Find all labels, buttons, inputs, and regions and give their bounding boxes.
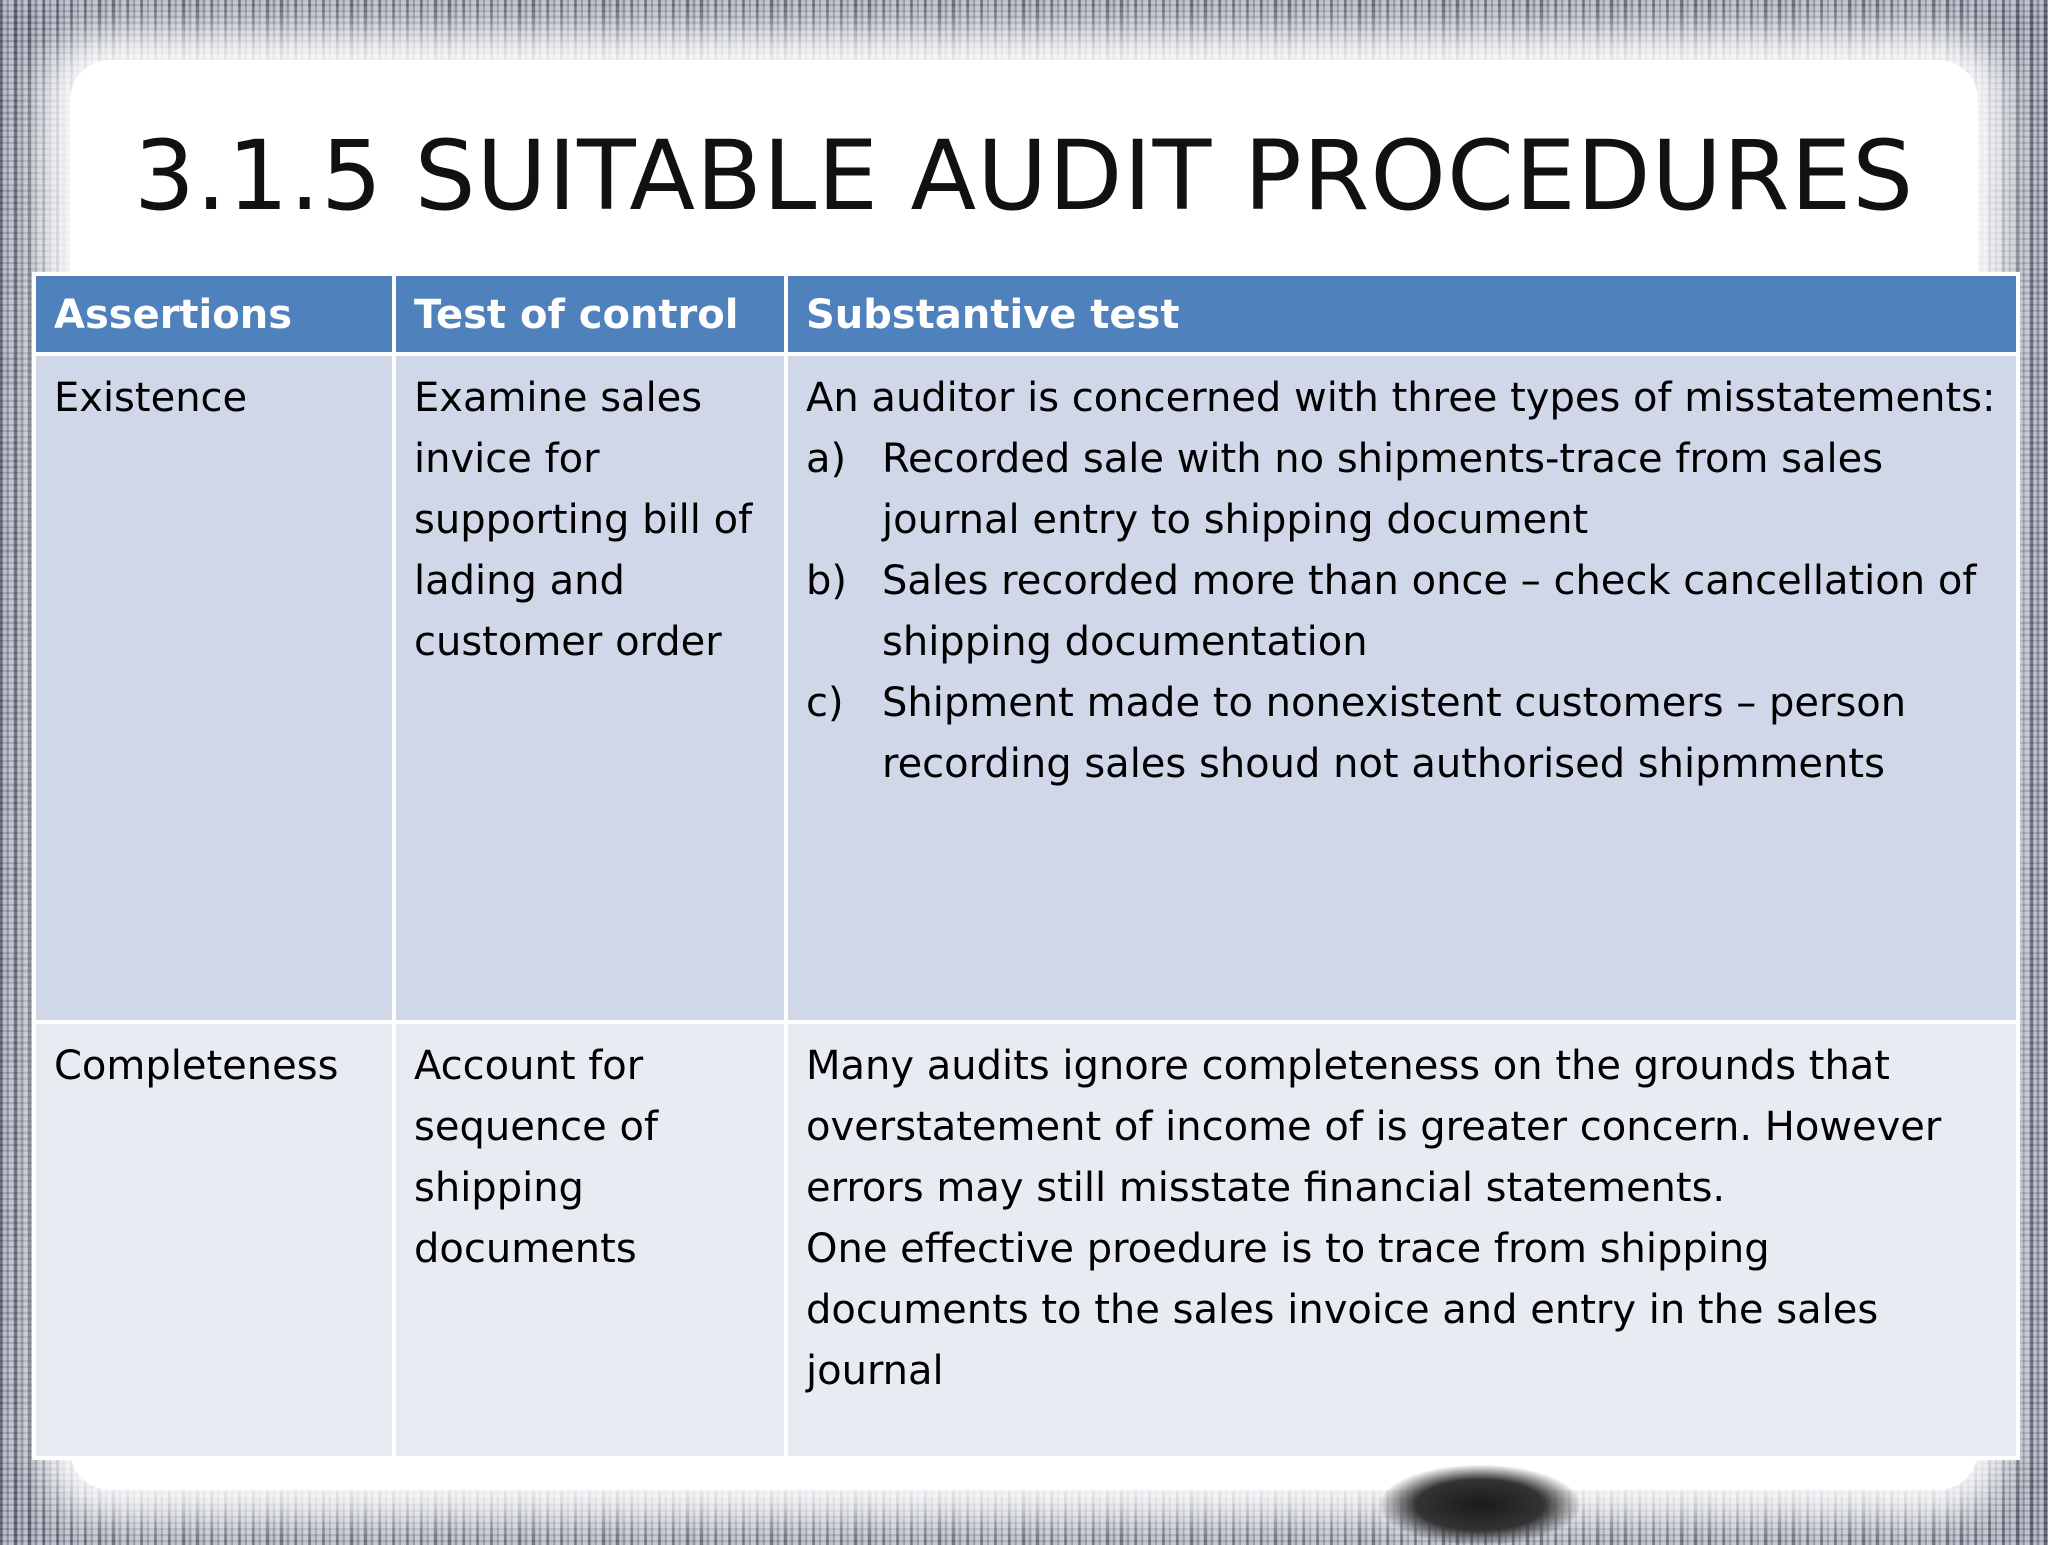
list-item-text: Sales recorded more than once – check cancellation of shipping documentation: [882, 558, 1977, 665]
cell-substantive-existence: [786, 354, 2018, 1022]
header-test-of-control: Test of control: [394, 274, 786, 354]
audit-procedures-table: [32, 272, 2020, 1460]
misstatement-item-b: [806, 551, 1998, 673]
cell-substantive-completeness: [786, 1022, 2018, 1458]
substantive-paragraph-1: Many audits ignore completeness on the grounds that overstatement of income of is greater concern. However errors may still misstate financial statements.: [806, 1043, 1942, 1211]
table-row-existence: [34, 354, 2018, 1022]
misstatement-item-c: [806, 673, 1998, 795]
substantive-intro: An auditor is concerned with three types of misstatements:: [806, 375, 1996, 421]
table-header-row: [34, 274, 2018, 354]
cell-assertion-existence: Existence: [34, 354, 394, 1022]
misstatement-list: [806, 429, 1998, 795]
slide-title: 3.1.5 SUITABLE AUDIT PROCEDURES: [133, 120, 1915, 232]
list-item-text: Shipment made to nonexistent customers – person recording sales shoud not authorised shipmments: [882, 680, 1907, 787]
cell-test-of-control-completeness: Account for sequence of shipping documents: [394, 1022, 786, 1458]
misstatement-item-a: [806, 429, 1998, 551]
substantive-paragraph-2: One effective proedure is to trace from shipping documents to the sales invoice and entry in the sales journal: [806, 1226, 1879, 1394]
cell-assertion-completeness: Completeness: [34, 1022, 394, 1458]
table-row-completeness: [34, 1022, 2018, 1458]
decorative-orb: [1380, 1465, 1580, 1545]
list-marker: a): [806, 436, 847, 482]
list-marker: b): [806, 558, 847, 604]
list-item-text: Recorded sale with no shipments-trace from sales journal entry to shipping document: [882, 436, 1884, 543]
list-marker: c): [806, 680, 844, 726]
header-substantive-test: Substantive test: [786, 274, 2018, 354]
header-assertions: Assertions: [34, 274, 394, 354]
cell-test-of-control-existence: Examine sales invice for supporting bill of lading and customer order: [394, 354, 786, 1022]
